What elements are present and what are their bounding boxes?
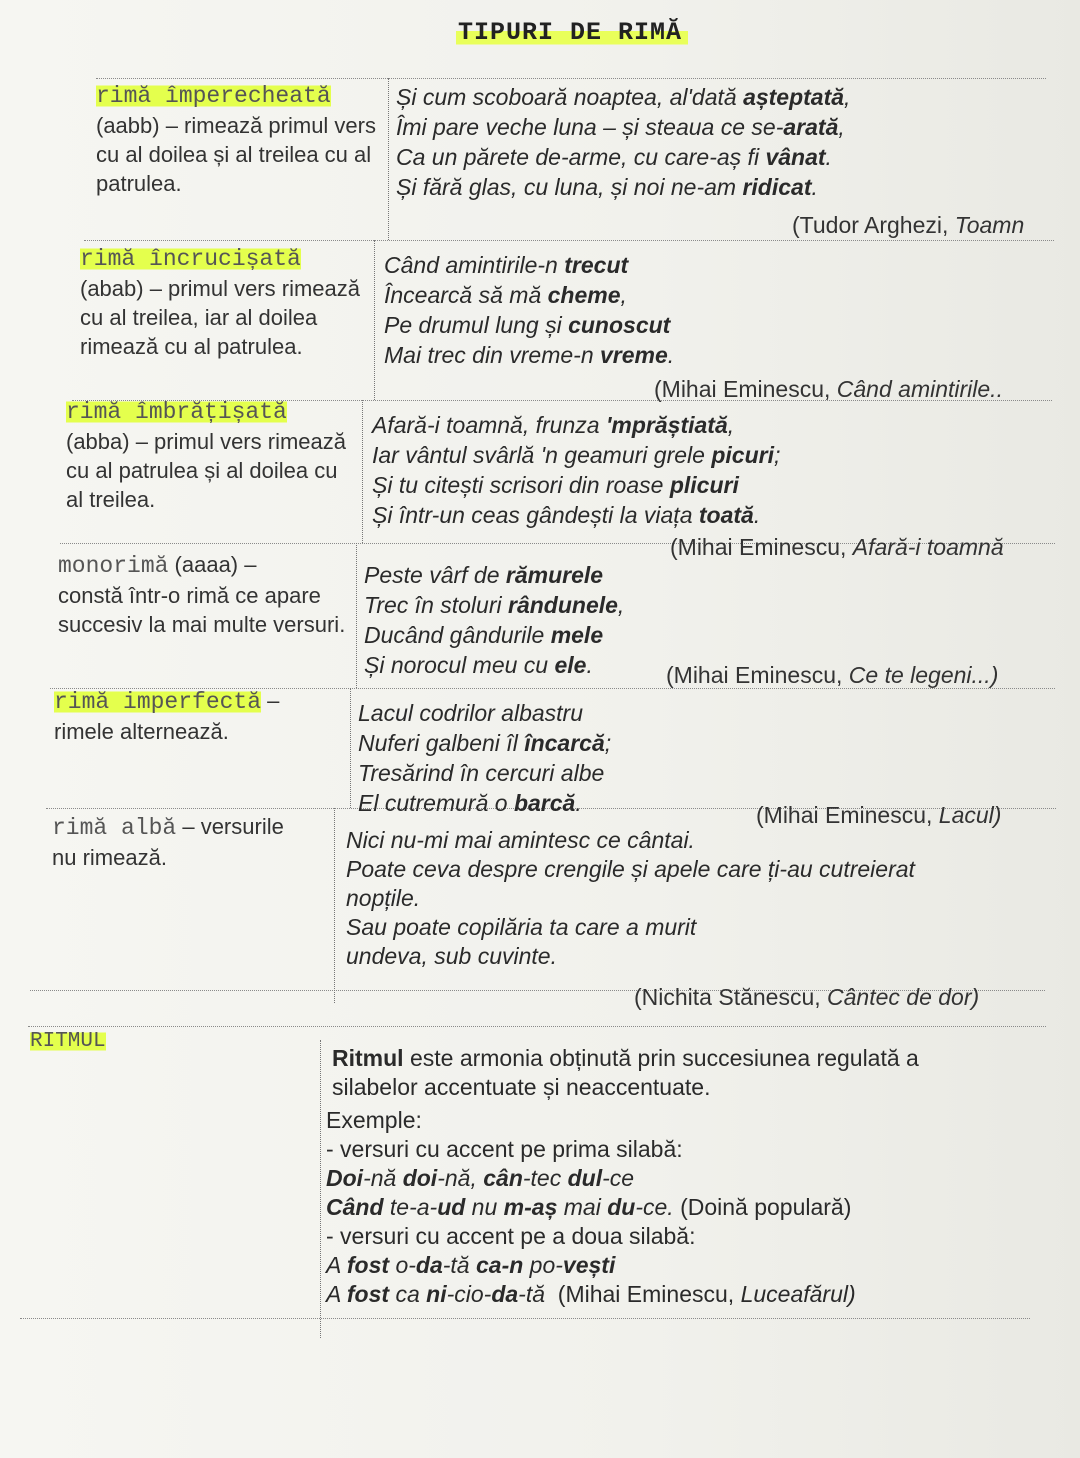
verse-line: El cutremură o barcă. bbox=[358, 790, 582, 816]
verse-line: Și norocul meu cu ele. bbox=[364, 652, 593, 678]
column-divider bbox=[356, 543, 357, 688]
column-divider bbox=[320, 1040, 321, 1338]
definition-text: rimele alternează. bbox=[54, 719, 229, 744]
term-ritmul: RITMUL bbox=[30, 1030, 106, 1053]
verse-line: Afară-i toamnă, frunza 'mprăștiată, bbox=[372, 412, 735, 438]
term-imbratisata: rimă îmbrățișată bbox=[66, 399, 287, 425]
example-1-label: - versuri cu accent pe prima silabă: bbox=[326, 1136, 683, 1162]
example-2-line-1: A fost o-da-tă ca-n po-vești bbox=[326, 1252, 616, 1278]
example-2-label: - versuri cu accent pe a doua silabă: bbox=[326, 1223, 696, 1249]
verse-line: undeva, sub cuvinte. bbox=[346, 943, 557, 969]
verse-line: Pe drumul lung și cunoscut bbox=[384, 312, 671, 338]
verse-source-4: (Mihai Eminescu, Ce te legeni...) bbox=[666, 662, 999, 688]
examples-label: Exemple: bbox=[326, 1107, 422, 1133]
verse-line: Trec în stoluri rândunele, bbox=[364, 592, 625, 618]
verse-line: Sau poate copilăria ta care a murit bbox=[346, 914, 697, 940]
verse-line: Încearcă să mă cheme, bbox=[384, 282, 627, 308]
example-2-line-2: A fost ca ni-cio-da-tă (Mihai Eminescu, Luceafărul) bbox=[326, 1281, 856, 1307]
verse-line: Ca un părete de-arme, cu care-aș fi vânat. bbox=[396, 144, 832, 170]
verse-block-1 bbox=[396, 82, 1056, 202]
definition-text: (abab) – primul vers rimează cu al treilea, iar al doilea rimează cu al patrulea. bbox=[80, 276, 360, 359]
rhyme-definition-6: rimă albă – versurile nu rimează. bbox=[52, 814, 284, 870]
ritm-examples bbox=[326, 1106, 1026, 1309]
verse-block-6 bbox=[346, 826, 1046, 971]
example-1-line-2: Când te-a-ud nu m-aș mai du-ce. (Doină populară) bbox=[326, 1194, 852, 1220]
verse-line: Peste vârf de rămurele bbox=[364, 562, 604, 588]
verse-line: Îmi pare veche luna – și steaua ce se-arată, bbox=[396, 114, 845, 140]
definition-text: nu rimează. bbox=[52, 845, 167, 870]
verse-line: Ducând gândurile mele bbox=[364, 622, 604, 648]
verse-line: Lacul codrilor albastru bbox=[358, 700, 584, 726]
verse-source-5: (Mihai Eminescu, Lacul) bbox=[756, 802, 1002, 828]
ritm-definition: Ritmul este armonia obținută prin succesiunea regulată a silabelor accentuate și neaccentuate. bbox=[332, 1045, 919, 1100]
verse-line: Poate ceva despre crengile și apele care ți-au cutreierat bbox=[346, 856, 915, 882]
page-title: TIPURI DE RIMĂ bbox=[456, 18, 688, 47]
definition-text: (aabb) – rimează primul vers cu al doilea și al treilea cu al patrulea. bbox=[96, 113, 376, 196]
verse-block-5 bbox=[358, 698, 1018, 818]
rhyme-definition-5: rimă imperfectă – rimele alternează. bbox=[54, 688, 280, 744]
verse-line: nopțile. bbox=[346, 885, 421, 911]
definition-text: constă într-o rimă ce apare succesiv la mai multe versuri. bbox=[58, 583, 346, 637]
column-divider bbox=[374, 240, 375, 400]
verse-line: Iar vântul svârlă 'n geamuri grele picuri; bbox=[372, 442, 781, 468]
row-divider bbox=[28, 1026, 1046, 1027]
row-divider bbox=[20, 1318, 1030, 1319]
verse-line: Și cum scoboară noaptea, al'dată așteptată, bbox=[396, 84, 851, 110]
verse-source-2: (Mihai Eminescu, Când amintirile.. bbox=[654, 376, 1003, 402]
verse-block-3 bbox=[372, 410, 1052, 530]
row-divider bbox=[96, 78, 1046, 79]
term-monorima: monorimă bbox=[58, 553, 169, 579]
column-divider bbox=[388, 78, 389, 240]
verse-line: Și fără glas, cu luna, și noi ne-am ridicat. bbox=[396, 174, 818, 200]
term-incrucisata: rimă încrucișată bbox=[80, 246, 301, 272]
verse-line: Tresărind în cercuri albe bbox=[358, 760, 605, 786]
term-imperfecta: rimă imperfectă bbox=[54, 689, 262, 715]
verse-line: Când amintirile-n trecut bbox=[384, 252, 629, 278]
verse-block-2 bbox=[384, 250, 1044, 370]
row-divider bbox=[84, 240, 1054, 241]
verse-line: Și tu citești scrisori din roase plicuri bbox=[372, 472, 739, 498]
rhyme-definition-3 bbox=[66, 396, 356, 514]
example-2-source: (Mihai Eminescu, Luceafărul) bbox=[557, 1281, 856, 1307]
rhyme-definition-4: monorimă (aaaa) – constă într-o rimă ce apare succesiv la mai multe versuri. bbox=[58, 552, 346, 637]
verse-line: Mai trec din vreme-n vreme. bbox=[384, 342, 675, 368]
example-1-line-1: Doi-nă doi-nă, cân-tec dul-ce bbox=[326, 1165, 635, 1191]
definition-text: (abba) – primul vers rimează cu al patrulea și al doilea cu al treilea. bbox=[66, 429, 346, 512]
term-alba: rimă albă bbox=[52, 815, 177, 841]
rhyme-definition-1 bbox=[96, 80, 386, 198]
rhyme-definition-2 bbox=[80, 243, 370, 361]
verse-source-3: (Mihai Eminescu, Afară-i toamnă bbox=[670, 534, 1004, 560]
example-1-source: (Doină populară) bbox=[680, 1194, 852, 1220]
verse-line: Și într-un ceas gândești la viața toată. bbox=[372, 502, 761, 528]
column-divider bbox=[362, 400, 363, 543]
verse-source-1: (Tudor Arghezi, Toamn bbox=[792, 212, 1025, 238]
term-imperecheata: rimă împerecheată bbox=[96, 83, 331, 109]
verse-source-6: (Nichita Stănescu, Cântec de dor) bbox=[634, 984, 980, 1010]
verse-line: Nici nu-mi mai amintesc ce cântai. bbox=[346, 827, 695, 853]
verse-line: Nuferi galbeni îl încarcă; bbox=[358, 730, 612, 756]
